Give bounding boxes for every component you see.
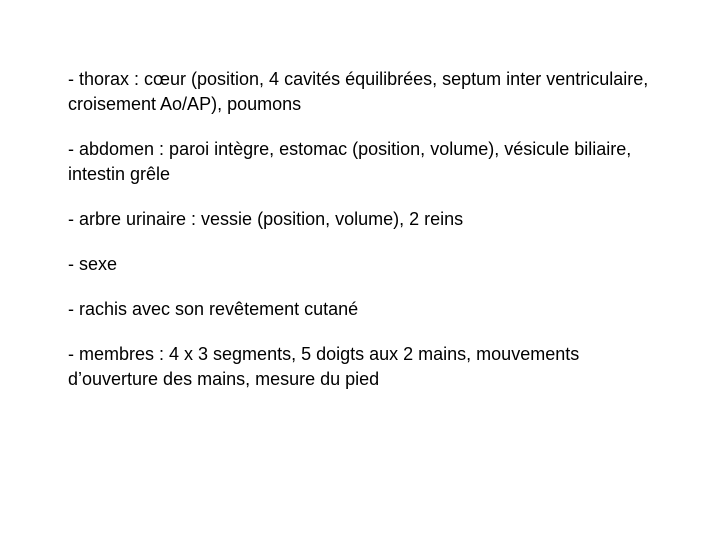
list-item-thorax: - thorax : cœur (position, 4 cavités équilibrées, septum inter ventriculaire, croisement Ao/AP), poumons (68, 69, 649, 114)
list-item-sexe: - sexe (68, 254, 118, 274)
list-item-rachis: - rachis avec son revêtement cutané (68, 299, 359, 319)
list-item-abdomen: - abdomen : paroi intègre, estomac (position, volume), vésicule biliaire, intestin grêle (68, 139, 632, 184)
list-item-membres: - membres : 4 x 3 segments, 5 doigts aux 2 mains, mouvements d’ouverture des mains, mesure du pied (68, 344, 580, 389)
list-item-arbre-urinaire: - arbre urinaire : vessie (position, volume), 2 reins (68, 209, 464, 229)
checklist (68, 67, 668, 412)
